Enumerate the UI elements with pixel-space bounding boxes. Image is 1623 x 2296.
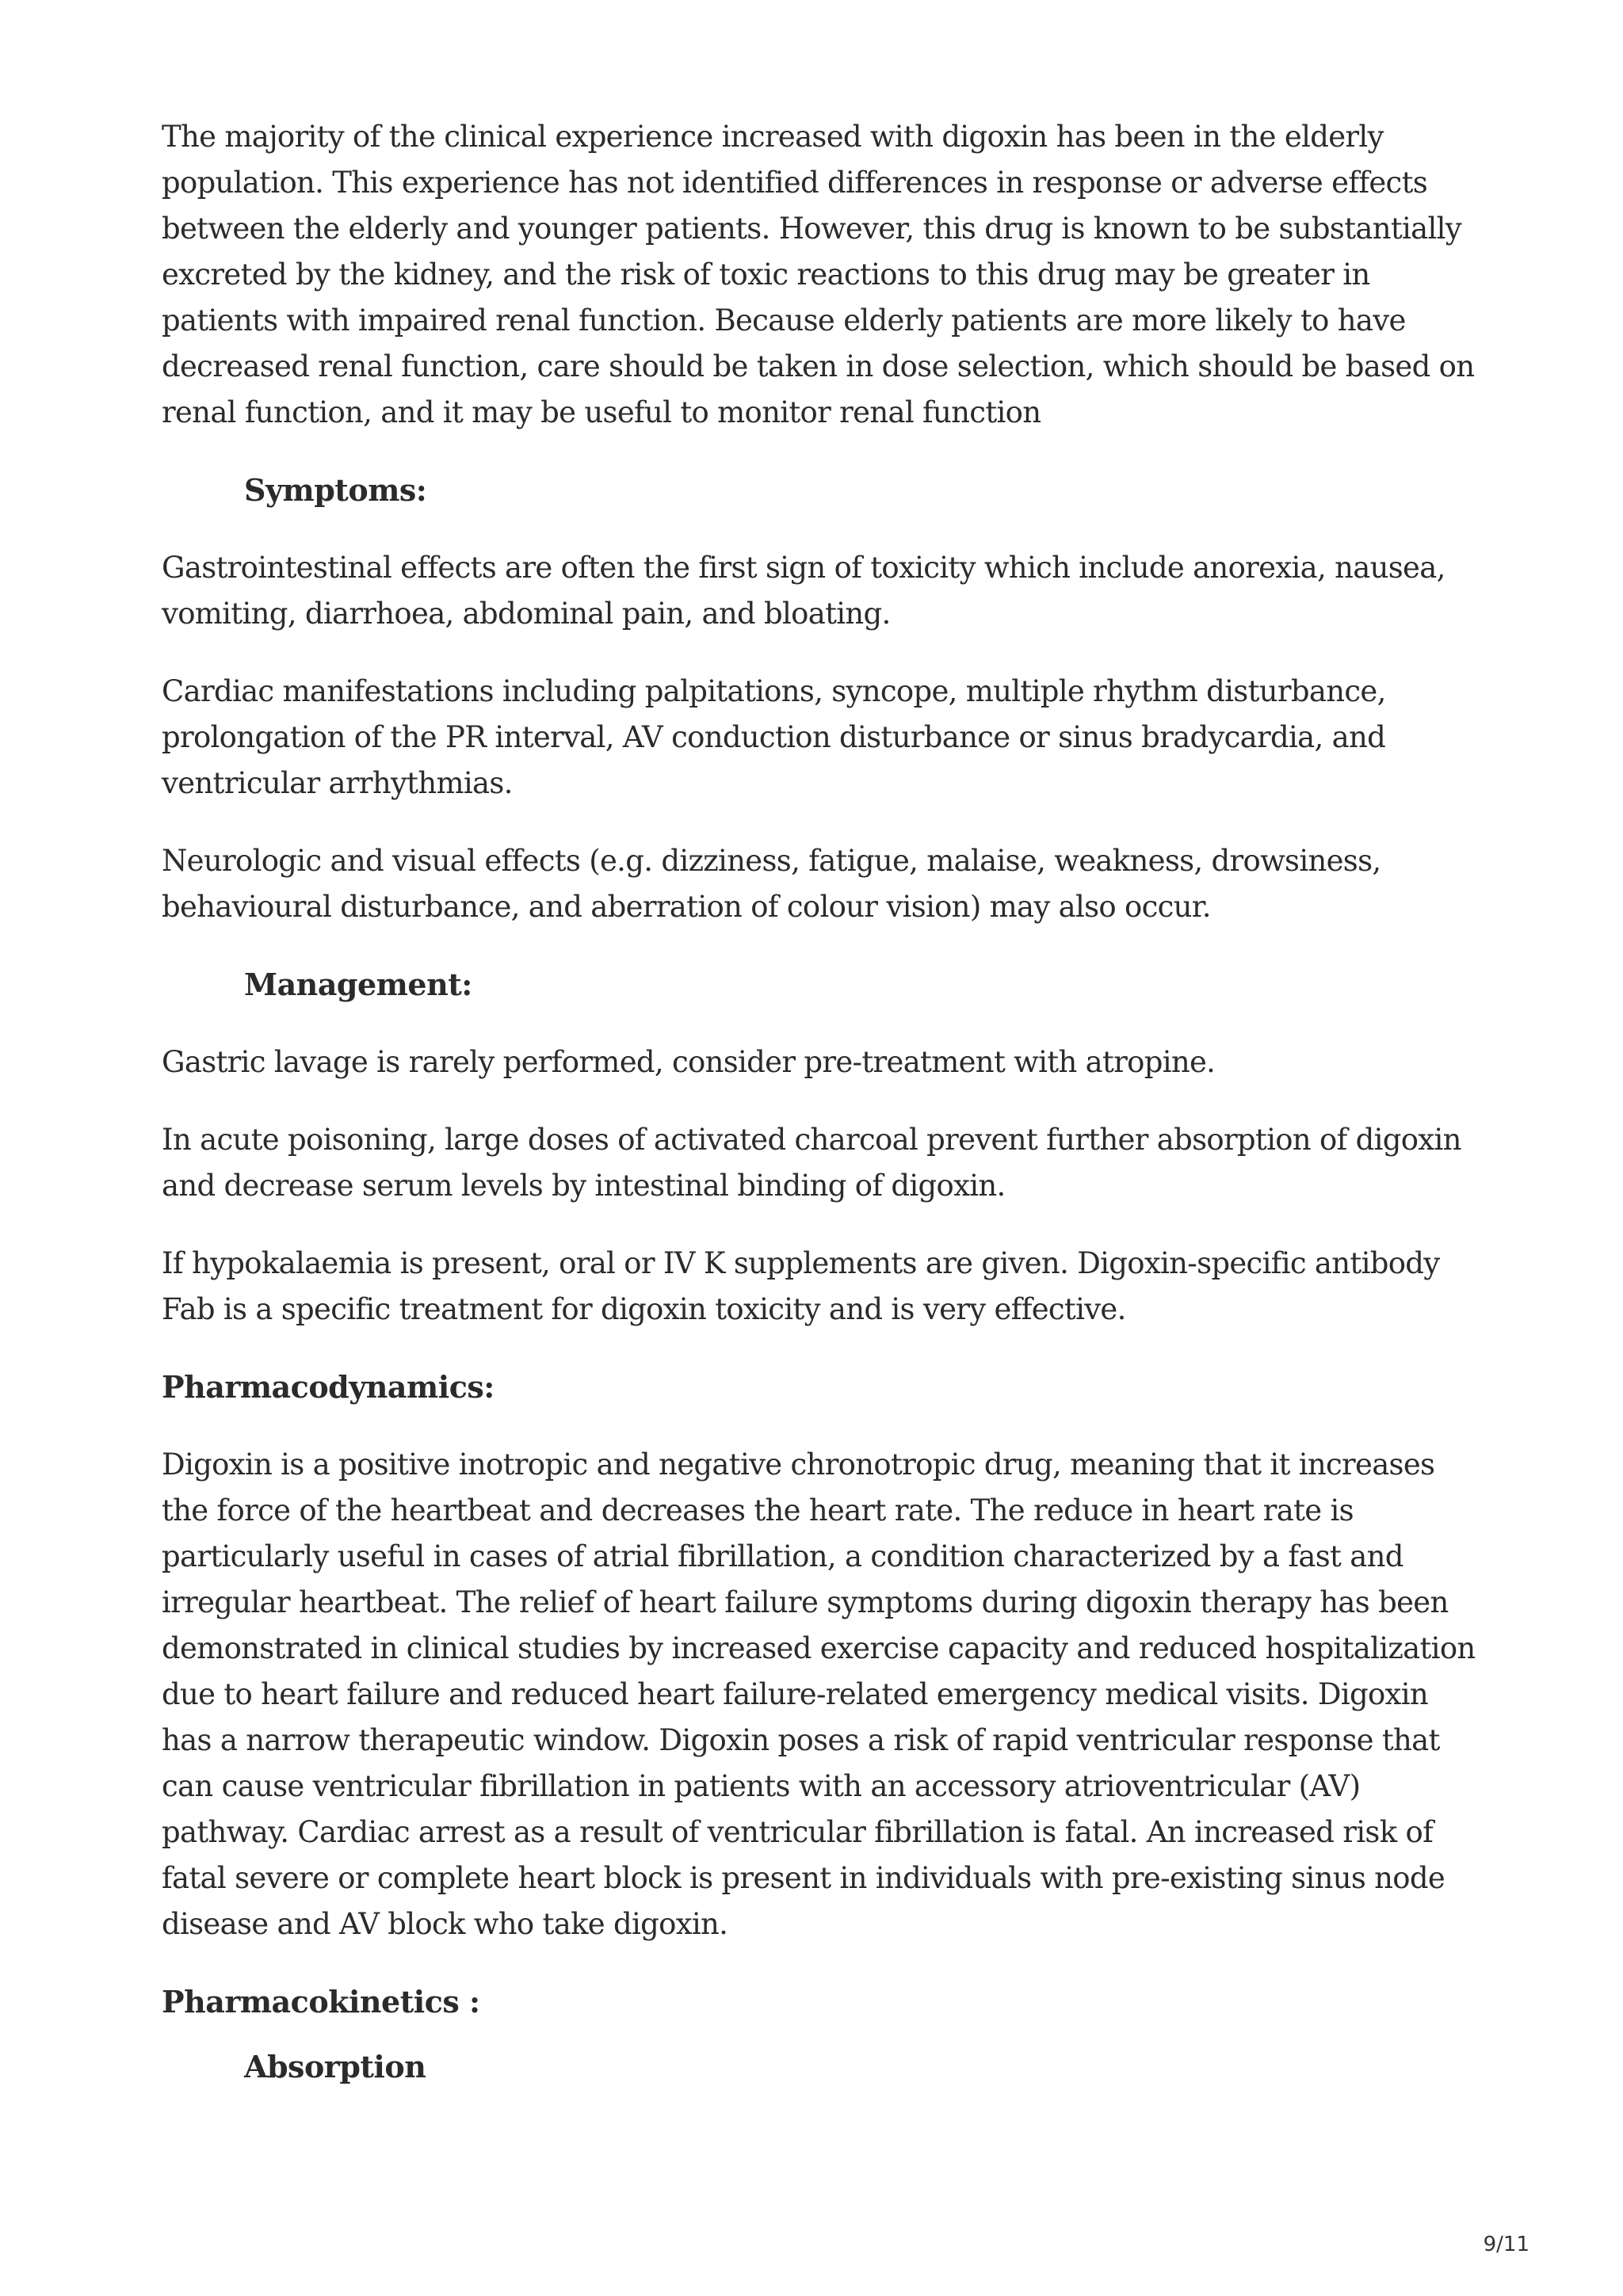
document-page xyxy=(162,114,1477,2122)
pharmacodynamics-paragraph: Digoxin is a positive inotropic and negative chronotropic drug, meaning that it increases the force of the heartbeat and decreases the heart rate. The reduce in heart rate is particularly useful in cases of atrial fibrillation, a condition characterized by a fast and irregular heartbeat. The relief of heart failure symptoms during digoxin therapy has been demonstrated in clinical studies by increased exercise capacity and reduced hospitalization due to heart failure and reduced heart failure-related emergency medical visits. Digoxin has a narrow therapeutic window. Digoxin poses a risk of rapid ventricular response that can cause ventricular fibrillation in patients with an accessory atrioventricular (AV) pathway. Cardiac arrest as a result of ventricular fibrillation is fatal. An increased risk of fatal severe or complete heart block is present in individuals with pre-existing sinus node disease and AV block who take digoxin. xyxy=(162,1447,1476,1941)
management-heading: Management: xyxy=(244,967,472,1002)
symptoms-paragraph-3: Neurologic and visual effects (e.g. dizziness, fatigue, malaise, weakness, drowsiness, behavioural disturbance, and aberration of colour vision) may also occur. xyxy=(162,844,1381,924)
absorption-heading: Absorption xyxy=(244,2049,426,2084)
intro-paragraph: The majority of the clinical experience increased with digoxin has been in the elderly population. This experience has not identified differences in response or adverse effects between the elderly and younger patients. However, this drug is known to be substantially excreted by the kidney, and the risk of toxic reactions to this drug may be greater in patients with impaired renal function. Because elderly patients are more likely to have decreased renal function, care should be taken in dose selection, which should be based on renal function, and it may be useful to monitor renal function xyxy=(162,120,1475,429)
pharmacodynamics-heading: Pharmacodynamics: xyxy=(162,1369,495,1405)
symptoms-heading: Symptoms: xyxy=(244,472,427,508)
management-paragraph-1: Gastric lavage is rarely performed, consider pre-treatment with atropine. xyxy=(162,1045,1216,1079)
management-paragraph-3: If hypokalaemia is present, oral or IV K supplements are given. Digoxin-specific antibody Fab is a specific treatment for digoxin toxicity and is very effective. xyxy=(162,1246,1440,1326)
symptoms-paragraph-1: Gastrointestinal effects are often the first sign of toxicity which include anorexia, nausea, vomiting, diarrhoea, abdominal pain, and bloating. xyxy=(162,551,1445,631)
page-number: 9/11 xyxy=(1483,2233,1529,2256)
symptoms-paragraph-2: Cardiac manifestations including palpitations, syncope, multiple rhythm disturbance, prolongation of the PR interval, AV conduction disturbance or sinus bradycardia, and ventricular arrhythmias. xyxy=(162,674,1386,800)
pharmacokinetics-heading: Pharmacokinetics : xyxy=(162,1984,480,2019)
management-paragraph-2: In acute poisoning, large doses of activated charcoal prevent further absorption of digoxin and decrease serum levels by intestinal binding of digoxin. xyxy=(162,1123,1461,1203)
